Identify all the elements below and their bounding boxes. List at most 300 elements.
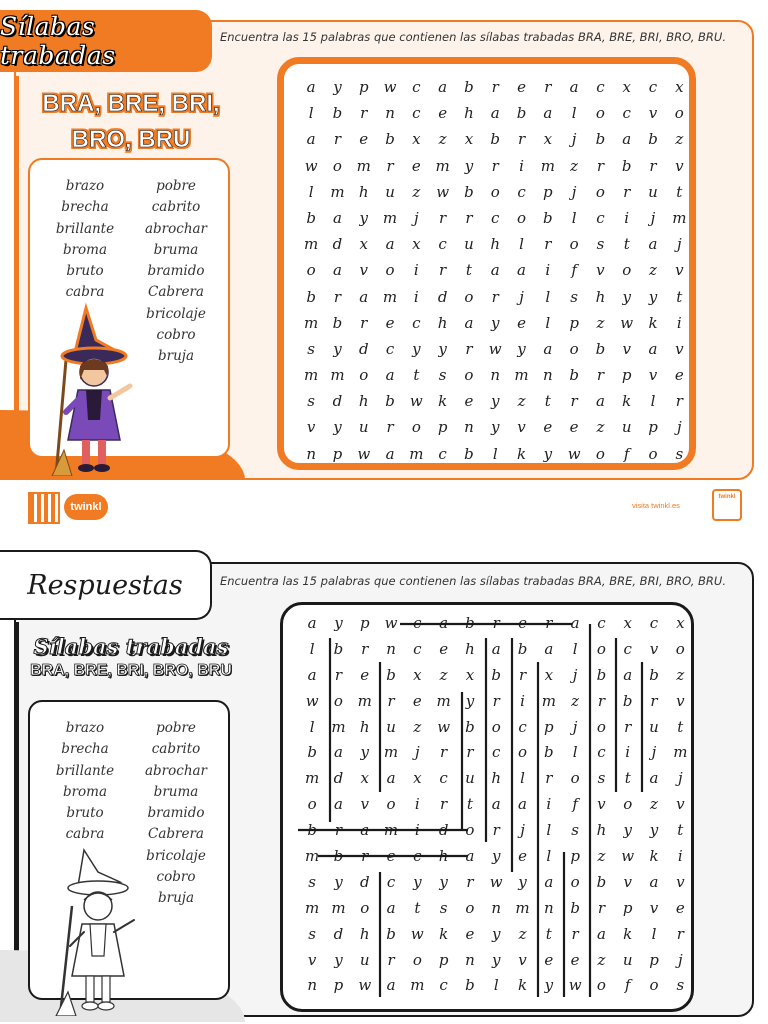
grid-letter: l: [572, 743, 578, 762]
word-list-item: brecha: [61, 741, 109, 758]
grid-letter: i: [413, 287, 419, 306]
grid-letter: v: [597, 795, 606, 814]
grid-letter: o: [307, 795, 317, 814]
grid-letter: x: [412, 235, 421, 254]
grid-letter: m: [304, 235, 319, 254]
grid-letter: m: [515, 898, 530, 917]
answers-word-list-column-1: [40, 718, 130, 846]
grid-letter: u: [622, 950, 633, 969]
grid-letter: m: [382, 287, 398, 306]
grid-letter: a: [307, 665, 317, 684]
grid-letter: c: [517, 182, 526, 201]
word-list-item: bruma: [153, 783, 199, 800]
grid-letter: o: [464, 366, 474, 385]
grid-letter: e: [674, 366, 684, 385]
grid-letter: m: [409, 444, 424, 463]
word-list-item: cabrito: [151, 199, 201, 216]
grid-letter: r: [492, 614, 500, 632]
grid-letter: e: [465, 924, 475, 943]
grid-letter: z: [518, 924, 527, 943]
grid-letter: b: [386, 924, 396, 943]
grid-letter: t: [676, 182, 683, 201]
grid-letter: m: [514, 366, 529, 385]
grid-letter: j: [571, 130, 577, 149]
grid-letter: r: [361, 639, 369, 658]
grid-letter: c: [412, 78, 421, 96]
worksheet-title-tab: [0, 10, 212, 72]
grid-letter: b: [621, 156, 632, 175]
grid-letter: b: [385, 130, 395, 149]
grid-letter: y: [334, 950, 343, 969]
grid-letter: w: [489, 872, 503, 891]
grid-letter: c: [412, 104, 421, 123]
word-list-item: brazo: [65, 720, 105, 736]
grid-letter: b: [464, 444, 474, 463]
grid-letter: h: [358, 182, 369, 201]
word-list-column-1: [40, 176, 130, 304]
grid-letter: x: [676, 614, 685, 632]
grid-letter: x: [413, 769, 422, 788]
grid-letter: j: [519, 287, 524, 306]
grid-letter: m: [382, 208, 398, 227]
grid-letter: k: [622, 392, 632, 411]
grid-letter: v: [648, 104, 658, 123]
grid-letter: h: [596, 821, 607, 840]
grid-letter: b: [570, 898, 580, 917]
grid-letter: p: [437, 418, 448, 437]
grid-letter: h: [359, 717, 370, 736]
grid-letter: h: [438, 847, 449, 866]
grid-letter: v: [360, 795, 369, 814]
grid-letter: r: [596, 156, 604, 175]
grid-letter: b: [516, 104, 527, 123]
visit-link[interactable]: visita twinkl.es: [632, 501, 680, 510]
grid-letter: c: [412, 313, 421, 332]
grid-letter: y: [333, 418, 342, 437]
grid-letter: o: [411, 418, 421, 437]
grid-letter: l: [308, 182, 314, 201]
grid-letter: o: [518, 743, 528, 762]
word-list-item: pobre: [156, 720, 196, 736]
grid-letter: w: [568, 976, 582, 995]
grid-letter: a: [465, 847, 475, 866]
grid-letter: c: [597, 614, 606, 632]
grid-letter: a: [569, 78, 579, 96]
grid-letter: y: [491, 950, 501, 969]
grid-letter: z: [413, 717, 422, 736]
grid-letter: s: [596, 235, 605, 254]
grid-letter: w: [567, 444, 581, 463]
grid-letter: p: [569, 313, 579, 332]
grid-letter: i: [624, 208, 630, 227]
grid-letter: a: [490, 104, 500, 123]
grid-letter: l: [571, 208, 577, 227]
grid-letter: d: [358, 339, 369, 358]
worksheet-instruction: Encuentra las 15 palabras que contienen las sílabas trabadas BRA, BRE, BRI, BRO, BRU.: [220, 30, 726, 44]
word-list-item: Cabrera: [148, 826, 204, 843]
witch-illustration: [46, 300, 146, 476]
grid-letter: u: [385, 182, 395, 201]
grid-letter: b: [544, 743, 554, 762]
grid-letter: t: [413, 366, 420, 385]
grid-letter: m: [304, 366, 319, 385]
grid-letter: b: [465, 976, 475, 995]
grid-letter: j: [520, 821, 525, 840]
grid-letter: f: [571, 261, 577, 280]
grid-letter: x: [465, 665, 475, 684]
answers-syllables: BRA, BRE, BRI, BRO, BRU: [30, 662, 232, 679]
grid-letter: s: [307, 392, 315, 411]
grid-letter: c: [438, 235, 447, 254]
grid-letter: p: [649, 950, 659, 969]
grid-letter: v: [675, 261, 684, 280]
grid-letter: l: [572, 639, 578, 658]
grid-letter: i: [413, 261, 419, 280]
grid-letter: n: [465, 950, 475, 969]
grid-letter: b: [386, 665, 396, 684]
grid-letter: a: [439, 614, 449, 632]
grid-letter: n: [385, 104, 395, 123]
grid-letter: o: [622, 261, 632, 280]
grid-letter: c: [491, 208, 500, 227]
grid-letter: l: [650, 392, 656, 411]
grid-letter: c: [439, 976, 448, 995]
grid-letter: x: [543, 130, 553, 149]
quality-badge-icon: twinkl: [712, 489, 742, 521]
grid-letter: i: [625, 743, 631, 762]
grid-letter: a: [622, 130, 632, 149]
grid-letter: z: [412, 182, 421, 201]
grid-letter: m: [331, 898, 346, 917]
grid-letter: s: [438, 366, 447, 385]
grid-letter: e: [517, 78, 526, 96]
grid-letter: b: [649, 665, 659, 684]
grid-letter: p: [570, 847, 580, 866]
word-list-item: brazo: [65, 178, 105, 194]
grid-letter: n: [464, 418, 474, 437]
grid-letter: e: [543, 418, 553, 437]
grid-letter: a: [649, 769, 659, 788]
answers-title-tab: [0, 550, 212, 620]
grid-letter: b: [543, 208, 553, 227]
grid-letter: a: [543, 339, 553, 358]
grid-letter: a: [491, 639, 501, 658]
grid-letter: y: [518, 872, 527, 891]
word-list-item: cabra: [65, 284, 105, 301]
grid-letter: y: [543, 444, 553, 463]
grid-letter: s: [308, 872, 316, 891]
grid-letter: e: [412, 691, 422, 710]
grid-letter: y: [464, 156, 474, 175]
word-list-item: cobro: [156, 869, 196, 886]
grid-letter: o: [570, 872, 580, 891]
grid-letter: b: [307, 743, 317, 762]
grid-letter: l: [309, 717, 315, 736]
grid-letter: m: [435, 156, 450, 175]
grid-letter: b: [307, 821, 317, 840]
grid-letter: s: [570, 287, 578, 306]
grid-letter: o: [490, 182, 500, 201]
worksheet-syllables-line2: BRO, BRU: [71, 126, 191, 153]
word-search-grid: [277, 57, 696, 470]
grid-letter: m: [436, 691, 451, 710]
grid-letter: j: [676, 418, 682, 437]
grid-letter: j: [677, 950, 683, 969]
grid-letter: l: [519, 235, 524, 254]
grid-letter: m: [330, 366, 345, 385]
grid-letter: s: [308, 924, 316, 943]
grid-letter: a: [491, 795, 501, 814]
grid-letter: m: [357, 691, 372, 710]
grid-letter: o: [623, 795, 633, 814]
grid-letter: r: [360, 104, 368, 123]
grid-letter: o: [517, 208, 527, 227]
grid-letter: u: [386, 717, 396, 736]
word-search-letters: [298, 74, 692, 467]
grid-letter: v: [649, 639, 659, 658]
grid-letter: r: [675, 392, 683, 411]
grid-letter: t: [623, 235, 630, 254]
grid-letter: e: [439, 639, 449, 658]
grid-letter: r: [596, 366, 604, 385]
grid-letter: i: [414, 821, 420, 840]
grid-letter: w: [383, 78, 397, 96]
grid-letter: r: [466, 872, 474, 891]
grid-letter: p: [332, 444, 343, 463]
grid-letter: y: [622, 287, 631, 306]
grid-letter: t: [414, 898, 421, 917]
grid-letter: w: [409, 392, 423, 411]
grid-letter: t: [676, 287, 683, 306]
grid-letter: a: [490, 261, 500, 280]
grid-letter: o: [674, 104, 684, 123]
grid-letter: p: [648, 418, 658, 437]
grid-letter: w: [305, 691, 319, 710]
grid-letter: s: [571, 821, 579, 840]
grid-letter: y: [413, 872, 422, 891]
grid-letter: b: [332, 104, 343, 123]
grid-letter: a: [333, 743, 343, 762]
grid-letter: b: [332, 313, 343, 332]
grid-letter: l: [651, 924, 657, 943]
worksheet-left-strip: [14, 76, 19, 416]
grid-letter: c: [648, 78, 658, 96]
grid-letter: e: [385, 313, 395, 332]
grid-letter: e: [569, 418, 579, 437]
grid-letter: w: [410, 924, 424, 943]
grid-letter: n: [543, 898, 554, 917]
grid-letter: j: [415, 743, 420, 762]
grid-letter: s: [307, 339, 315, 358]
grid-letter: a: [570, 614, 580, 632]
grid-letter: x: [360, 769, 369, 788]
grid-letter: m: [540, 156, 555, 175]
grid-letter: o: [570, 769, 580, 788]
grid-letter: v: [307, 950, 317, 969]
grid-letter: c: [386, 872, 396, 891]
grid-letter: e: [359, 130, 369, 149]
grid-letter: r: [440, 743, 448, 762]
word-list-item: bramido: [147, 805, 205, 822]
grid-letter: f: [623, 444, 630, 463]
grid-letter: o: [649, 976, 659, 995]
grid-letter: y: [359, 208, 368, 227]
grid-letter: a: [544, 872, 554, 891]
grid-letter: d: [437, 287, 448, 306]
grid-letter: o: [595, 444, 605, 463]
grid-letter: o: [465, 898, 475, 917]
grid-letter: n: [491, 898, 502, 917]
grid-letter: v: [518, 950, 527, 969]
grid-letter: i: [677, 847, 683, 866]
grid-letter: m: [410, 976, 425, 995]
grid-letter: k: [517, 976, 528, 995]
grid-letter: b: [596, 665, 607, 684]
grid-letter: v: [676, 691, 685, 710]
grid-letter: l: [492, 444, 498, 463]
grid-letter: e: [464, 392, 474, 411]
grid-letter: r: [544, 78, 552, 96]
grid-letter: c: [413, 639, 422, 658]
answers-word-search-letters: [299, 611, 693, 999]
grid-letter: w: [304, 156, 318, 175]
grid-letter: r: [650, 691, 658, 710]
grid-letter: r: [491, 287, 499, 306]
grid-letter: z: [650, 795, 658, 814]
grid-letter: h: [491, 769, 502, 788]
grid-letter: s: [675, 444, 684, 463]
grid-letter: t: [677, 821, 684, 840]
grid-letter: a: [517, 261, 526, 280]
word-list-item: bruja: [157, 890, 195, 907]
grid-letter: d: [438, 821, 449, 840]
grid-letter: c: [413, 847, 422, 866]
word-list-item: bruto: [66, 263, 104, 280]
word-list-item: bramido: [147, 263, 205, 280]
grid-letter: e: [517, 313, 526, 332]
grid-letter: r: [334, 821, 343, 840]
grid-letter: j: [677, 769, 683, 788]
grid-letter: h: [359, 924, 370, 943]
answers-title: Respuestas: [27, 569, 183, 601]
grid-letter: a: [464, 313, 474, 332]
grid-letter: d: [333, 924, 344, 943]
word-list-item: cobro: [156, 327, 196, 344]
worksheet-syllables: [36, 86, 226, 158]
grid-letter: w: [384, 614, 398, 632]
grid-letter: x: [544, 665, 554, 684]
grid-letter: z: [571, 691, 580, 710]
grid-letter: k: [516, 444, 527, 463]
word-list-item: bruma: [153, 241, 199, 258]
grid-letter: y: [465, 691, 475, 710]
grid-letter: v: [359, 261, 368, 280]
grid-letter: k: [439, 924, 449, 943]
grid-letter: t: [624, 769, 631, 788]
grid-letter: k: [649, 847, 659, 866]
grid-letter: v: [622, 339, 631, 358]
grid-letter: i: [546, 795, 552, 814]
grid-letter: e: [518, 614, 527, 632]
grid-letter: o: [359, 366, 369, 385]
grid-letter: i: [520, 691, 525, 710]
grid-letter: a: [596, 924, 606, 943]
grid-letter: o: [306, 261, 316, 280]
grid-letter: r: [597, 898, 605, 917]
grid-letter: r: [492, 691, 500, 710]
grid-letter: p: [622, 898, 633, 917]
word-list-item: cabra: [65, 826, 105, 843]
grid-letter: n: [490, 366, 501, 385]
word-list-item: brillante: [55, 762, 115, 779]
grid-letter: t: [465, 261, 472, 280]
grid-letter: v: [676, 872, 685, 891]
grid-letter: m: [356, 156, 371, 175]
grid-letter: l: [545, 287, 551, 306]
grid-letter: t: [544, 392, 551, 411]
grid-letter: x: [464, 130, 474, 149]
grid-letter: o: [332, 156, 342, 175]
grid-letter: x: [675, 78, 684, 96]
grid-letter: t: [466, 795, 473, 814]
grid-letter: p: [333, 976, 344, 995]
grid-letter: l: [309, 639, 315, 658]
grid-letter: b: [464, 78, 474, 96]
grid-letter: y: [438, 339, 447, 358]
grid-letter: y: [491, 847, 501, 866]
grid-letter: y: [517, 339, 526, 358]
grid-letter: z: [597, 950, 606, 969]
grid-letter: y: [333, 78, 342, 96]
word-list-item: abrochar: [144, 220, 208, 237]
grid-letter: e: [386, 847, 396, 866]
grid-letter: r: [440, 795, 448, 814]
grid-letter: x: [412, 130, 421, 149]
grid-letter: z: [570, 156, 579, 175]
grid-letter: z: [439, 665, 448, 684]
grid-letter: a: [333, 795, 343, 814]
word-list-item: brillante: [55, 220, 115, 237]
grid-letter: r: [334, 665, 343, 684]
grid-letter: v: [649, 898, 659, 917]
grid-letter: b: [465, 717, 475, 736]
word-list-item: pobre: [156, 178, 196, 194]
grid-letter: l: [520, 769, 525, 788]
grid-letter: i: [545, 261, 551, 280]
grid-letter: b: [517, 639, 528, 658]
grid-letter: a: [385, 235, 395, 254]
grid-letter: b: [595, 339, 606, 358]
grid-letter: o: [385, 261, 395, 280]
grid-letter: e: [438, 104, 448, 123]
grid-letter: z: [517, 392, 526, 411]
grid-letter: r: [387, 950, 395, 969]
grid-letter: m: [383, 743, 399, 762]
grid-letter: u: [649, 717, 659, 736]
grid-letter: x: [622, 78, 631, 96]
grid-letter: w: [437, 717, 451, 736]
grid-letter: a: [332, 208, 342, 227]
grid-letter: m: [541, 691, 556, 710]
grid-letter: a: [648, 339, 658, 358]
twinkl-logo: twinkl: [64, 494, 108, 520]
grid-letter: o: [333, 691, 343, 710]
grid-letter: h: [358, 392, 369, 411]
grid-letter: n: [542, 366, 553, 385]
grid-letter: b: [306, 208, 316, 227]
grid-letter: e: [411, 156, 421, 175]
word-list-item: bricolaje: [146, 847, 206, 864]
